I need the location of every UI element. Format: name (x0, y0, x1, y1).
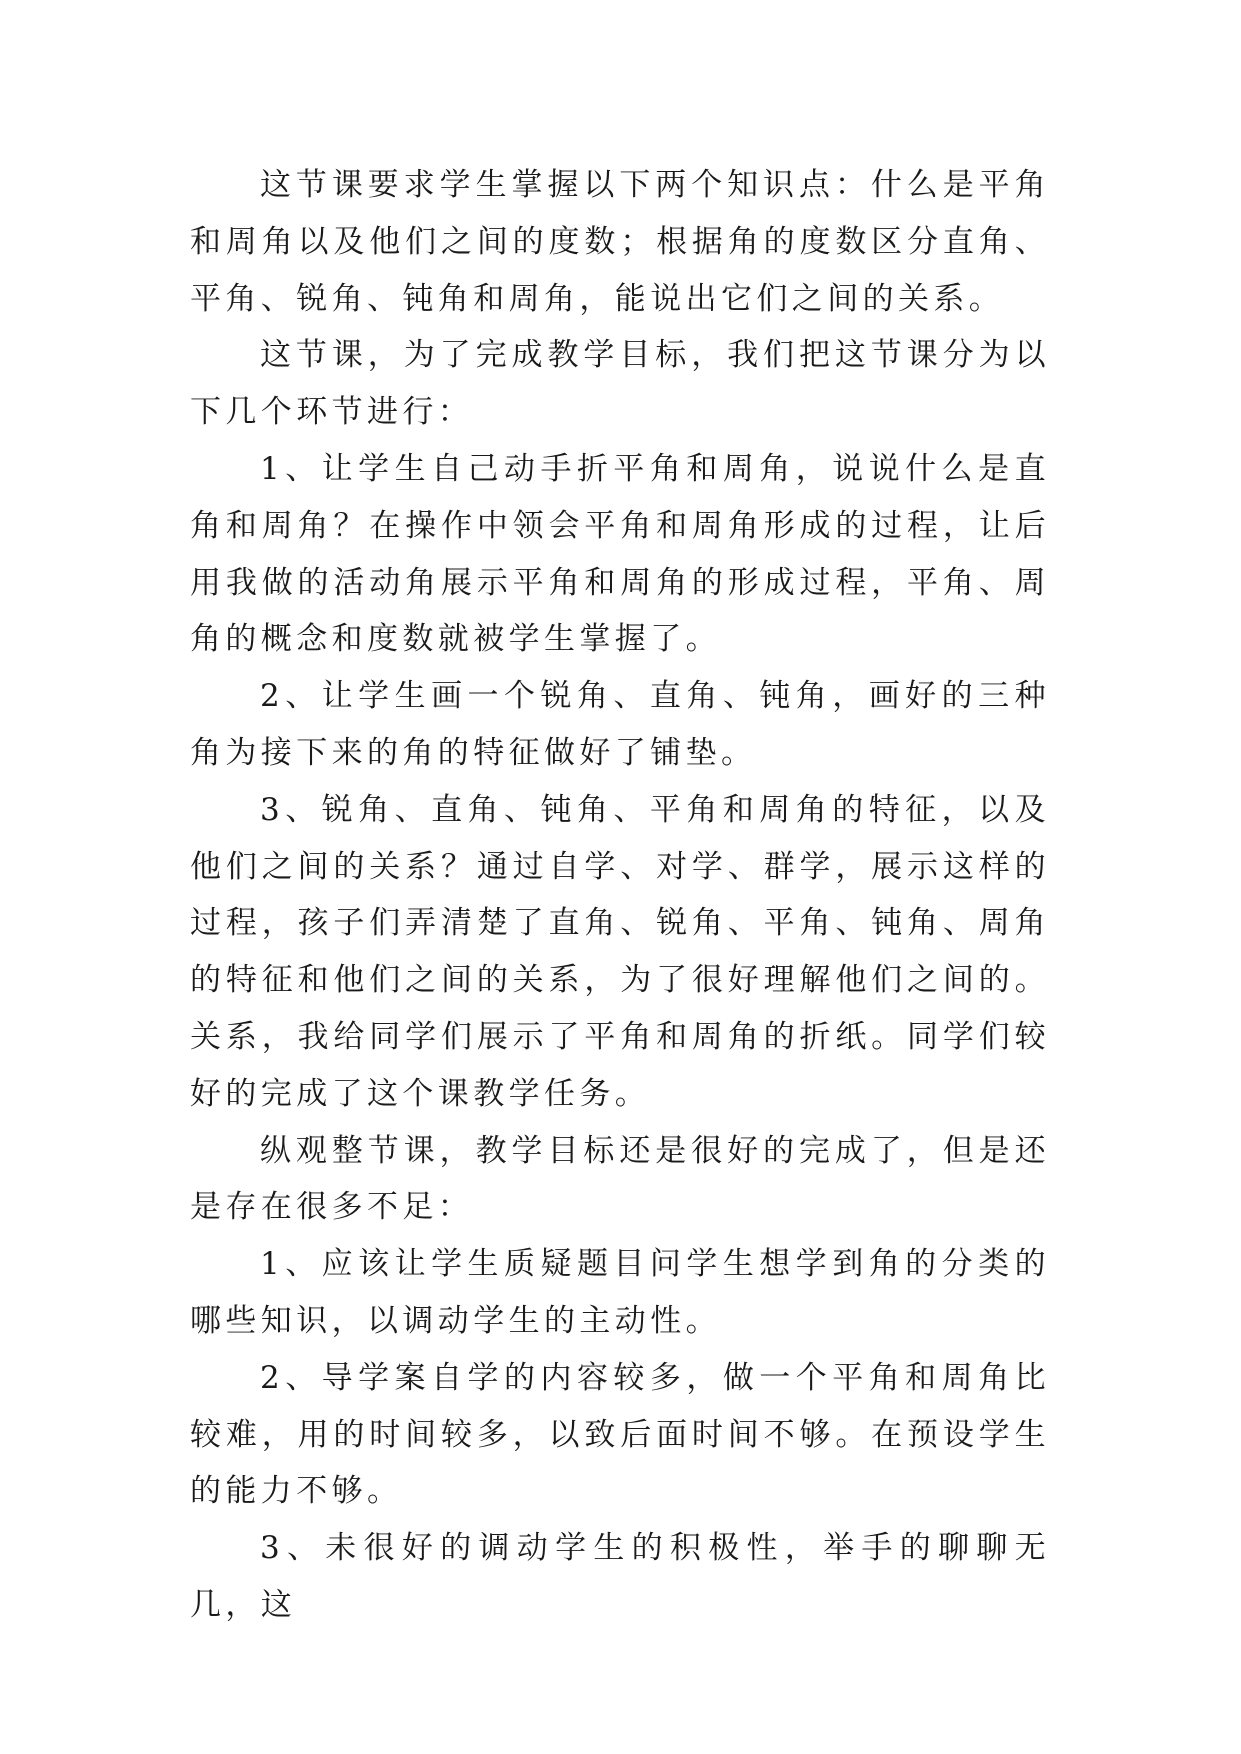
paragraph: 这节课要求学生掌握以下两个知识点：什么是平角和周角以及他们之间的度数；根据角的度数区分直角、平角、锐角、钝角和周角，能说出它们之间的关系。 (190, 167, 1050, 317)
paragraph: 3、未很好的调动学生的积极性，举手的聊聊无几，这 (190, 1530, 1050, 1623)
paragraph: 1、让学生自己动手折平角和周角，说说什么是直角和周角？在操作中领会平角和周角形成的过程，让后用我做的活动角展示平角和周角的形成过程，平角、周角的概念和度数就被学生掌握了。 (190, 450, 1050, 658)
paragraph: 这节课，为了完成教学目标，我们把这节课分为以下几个环节进行： (190, 337, 1050, 431)
paragraph: 纵观整节课，教学目标还是很好的完成了，但是还是存在很多不足： (190, 1132, 1050, 1226)
paragraph: 2、导学案自学的内容较多，做一个平角和周角比较难，用的时间较多，以致后面时间不够。在预设学生的能力不够。 (190, 1359, 1050, 1510)
paragraph: 1、应该让学生质疑题目问学生想学到角的分类的哪些知识，以调动学生的主动性。 (190, 1246, 1050, 1339)
paragraph: 3、锐角、直角、钝角、平角和周角的特征，以及他们之间的关系？通过自学、对学、群学，展示这样的过程，孩子们弄清楚了直角、锐角、平角、钝角、周角的特征和他们之间的关系，为了很好理解他们之间的。关系，我给同学们展示了平角和周角的折纸。同学们较好的完成了这个课教学任务。 (190, 791, 1050, 1112)
paragraph: 2、让学生画一个锐角、直角、钝角，画好的三种角为接下来的角的特征做好了铺垫。 (190, 678, 1050, 771)
document-body (190, 157, 1050, 1634)
